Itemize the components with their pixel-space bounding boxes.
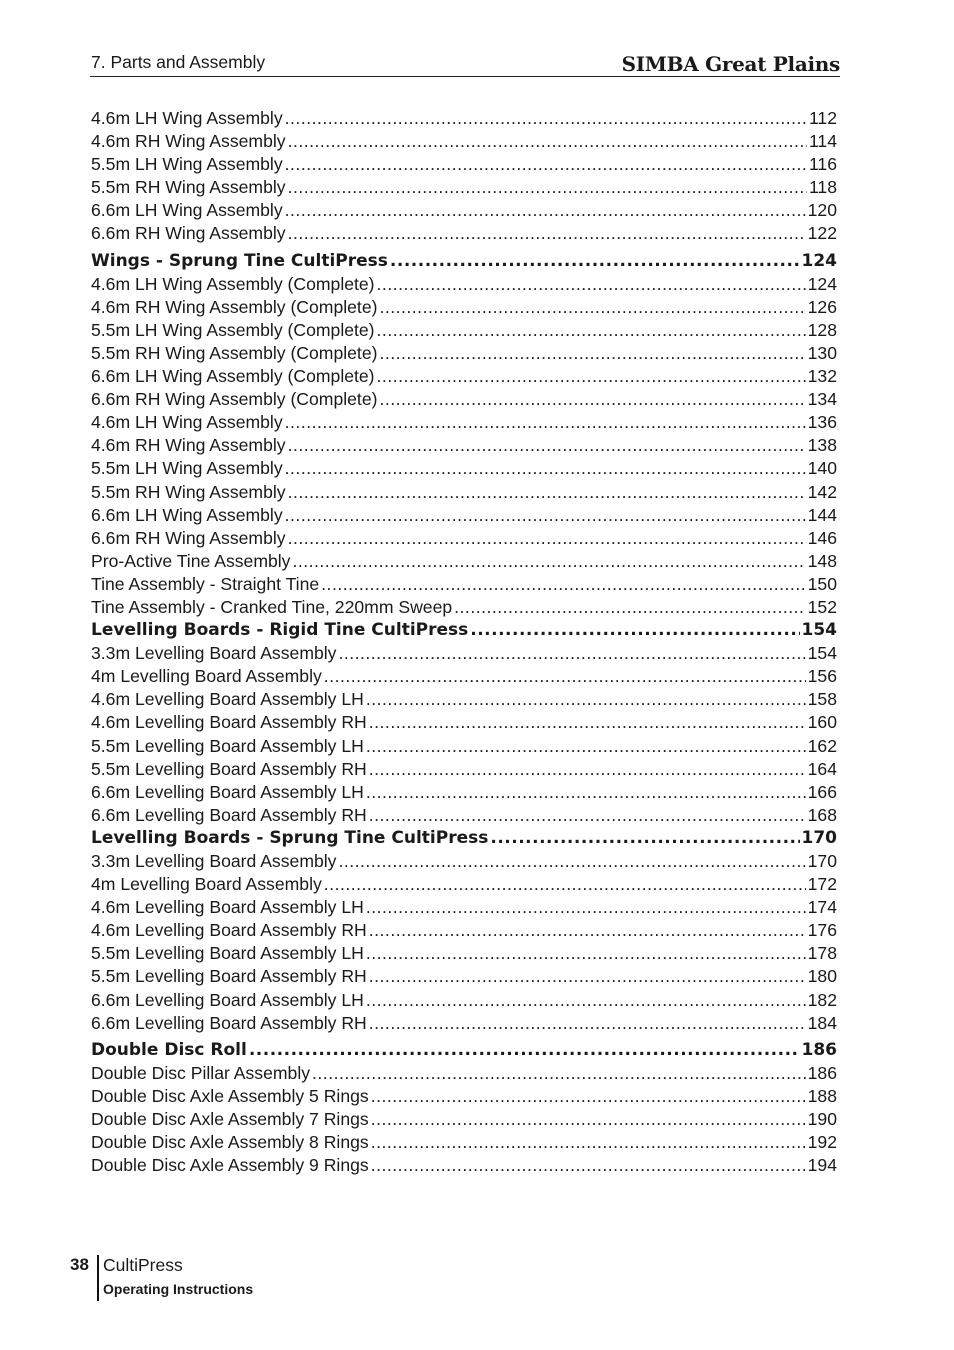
toc-entry-title: 4m Levelling Board Assembly — [91, 666, 322, 687]
toc-entry-page: 168 — [807, 804, 837, 825]
toc-entry-page: 136 — [807, 412, 837, 433]
toc-entry[interactable] — [91, 482, 837, 505]
toc-entry-title: 4.6m Levelling Board Assembly LH — [91, 689, 364, 710]
toc-entry-title: 6.6m LH Wing Assembly (Complete) — [91, 366, 375, 387]
toc-entry[interactable] — [91, 966, 837, 989]
page-number: 38 — [70, 1255, 89, 1274]
toc-entry-page: 170 — [801, 827, 837, 848]
toc-entry-page: 144 — [807, 504, 837, 525]
toc-entry-title: 6.6m Levelling Board Assembly RH — [91, 1012, 367, 1033]
dot-leader — [288, 177, 807, 198]
toc-entry[interactable] — [91, 528, 837, 551]
toc-section-heading[interactable] — [91, 1040, 837, 1063]
toc-entry-page: 134 — [807, 389, 837, 410]
toc-entry[interactable] — [91, 343, 837, 366]
dot-leader — [377, 274, 806, 295]
toc-entry-title: 6.6m LH Wing Assembly — [91, 504, 283, 525]
toc-entry[interactable] — [91, 920, 837, 943]
toc-entry-title: 4.6m RH Wing Assembly — [91, 131, 286, 152]
toc-entry-page: 118 — [808, 177, 837, 198]
toc-entry[interactable] — [91, 1013, 837, 1036]
toc-entry-title: 4.6m RH Wing Assembly — [91, 435, 286, 456]
toc-entry-page: 160 — [807, 712, 837, 733]
toc-entry-title: 5.5m LH Wing Assembly — [91, 154, 283, 175]
dot-leader — [390, 251, 800, 271]
toc-entry-title: Tine Assembly - Straight Tine — [91, 573, 320, 594]
dot-leader — [366, 736, 806, 757]
toc-entry-page: 158 — [807, 689, 837, 710]
toc-entry-title: Double Disc Axle Assembly 9 Rings — [91, 1155, 369, 1176]
dot-leader — [379, 297, 805, 318]
toc-entry[interactable] — [91, 108, 837, 131]
toc-entry[interactable] — [91, 574, 837, 597]
toc-entry-page: 182 — [807, 989, 837, 1010]
dot-leader — [377, 320, 806, 341]
toc-entry[interactable] — [91, 1063, 837, 1086]
toc-entry-page: 126 — [807, 296, 837, 317]
toc-entry-page: 128 — [807, 319, 837, 340]
toc-entry[interactable] — [91, 154, 837, 177]
dot-leader — [338, 643, 805, 664]
toc-entry-title: 6.6m Levelling Board Assembly LH — [91, 781, 364, 802]
toc-entry[interactable] — [91, 874, 837, 897]
toc-entry-page: 142 — [807, 481, 837, 502]
toc-entry-title: 5.5m RH Wing Assembly — [91, 177, 286, 198]
toc-entry-page: 166 — [807, 781, 837, 802]
toc-entry-title: 4.6m Levelling Board Assembly RH — [91, 920, 367, 941]
toc-entry-title: Levelling Boards - Sprung Tine CultiPress — [91, 827, 489, 848]
toc-entry[interactable] — [91, 759, 837, 782]
toc-entry[interactable] — [91, 1132, 837, 1155]
toc-entry-title: 5.5m RH Wing Assembly (Complete) — [91, 342, 378, 363]
table-of-contents — [91, 108, 837, 1178]
toc-entry-title: 6.6m LH Wing Assembly — [91, 200, 283, 221]
dot-leader — [366, 782, 806, 803]
toc-entry-title: Double Disc Pillar Assembly — [91, 1062, 311, 1083]
dot-leader — [249, 1040, 800, 1060]
toc-section-heading[interactable] — [91, 251, 837, 274]
toc-entry-page: 124 — [801, 250, 837, 271]
dot-leader — [470, 620, 799, 640]
toc-entry-page: 152 — [807, 596, 837, 617]
dot-leader — [366, 897, 806, 918]
section-title: 7. Parts and Assembly — [91, 52, 266, 72]
dot-leader — [285, 458, 806, 479]
toc-entry-title: 4.6m LH Wing Assembly — [91, 108, 283, 128]
toc-entry[interactable] — [91, 689, 837, 712]
toc-entry-page: 186 — [801, 1039, 837, 1060]
dot-leader — [371, 1155, 806, 1176]
toc-entry-title: 6.6m RH Wing Assembly — [91, 223, 286, 244]
dot-leader — [366, 990, 806, 1011]
toc-entry-title: Pro-Active Tine Assembly — [91, 550, 291, 571]
dot-leader — [285, 108, 807, 129]
dot-leader — [490, 828, 799, 848]
toc-entry-page: 130 — [807, 342, 837, 363]
toc-entry[interactable] — [91, 320, 837, 343]
toc-entry-page: 174 — [807, 897, 837, 918]
dot-leader — [288, 435, 806, 456]
toc-entry-page: 112 — [808, 108, 837, 128]
toc-entry-title: 4.6m LH Wing Assembly (Complete) — [91, 273, 375, 294]
toc-entry-title: 5.5m Levelling Board Assembly LH — [91, 735, 364, 756]
toc-entry-page: 148 — [807, 550, 837, 571]
dot-leader — [371, 1086, 806, 1107]
dot-leader — [288, 528, 806, 549]
toc-entry[interactable] — [91, 943, 837, 966]
toc-entry-title: 4.6m Levelling Board Assembly LH — [91, 897, 364, 918]
toc-entry[interactable] — [91, 805, 837, 828]
toc-entry[interactable] — [91, 712, 837, 735]
toc-section-heading[interactable] — [91, 828, 837, 851]
toc-entry-title: 4m Levelling Board Assembly — [91, 874, 322, 895]
toc-entry-title: Double Disc Axle Assembly 8 Rings — [91, 1132, 369, 1153]
toc-entry-title: 6.6m RH Wing Assembly (Complete) — [91, 389, 378, 410]
product-name: CultiPress — [103, 1255, 183, 1275]
dot-leader — [366, 689, 806, 710]
toc-entry-page: 132 — [807, 366, 837, 387]
toc-entry-page: 116 — [808, 154, 837, 175]
toc-entry-page: 170 — [807, 851, 837, 871]
toc-entry-title: 5.5m Levelling Board Assembly RH — [91, 758, 367, 779]
toc-entry-title: Tine Assembly - Cranked Tine, 220mm Sweep — [91, 596, 453, 617]
dot-leader — [371, 1132, 806, 1153]
toc-entry[interactable] — [91, 897, 837, 920]
toc-entry-page: 140 — [807, 458, 837, 479]
toc-entry-page: 150 — [807, 573, 837, 594]
toc-entry-page: 188 — [807, 1085, 837, 1106]
toc-entry-title: 4.6m Levelling Board Assembly RH — [91, 712, 367, 733]
toc-entry-page: 172 — [807, 874, 837, 895]
toc-entry[interactable] — [91, 435, 837, 458]
toc-entry[interactable] — [91, 505, 837, 528]
toc-entry-page: 122 — [807, 223, 837, 244]
toc-entry-page: 164 — [807, 758, 837, 779]
toc-entry-page: 190 — [807, 1109, 837, 1130]
toc-entry[interactable] — [91, 177, 837, 200]
toc-entry[interactable] — [91, 643, 837, 666]
toc-entry[interactable] — [91, 297, 837, 320]
toc-entry-title: 6.6m Levelling Board Assembly LH — [91, 989, 364, 1010]
toc-entry-page: 154 — [807, 643, 837, 664]
dot-leader — [369, 1013, 806, 1034]
toc-entry-page: 162 — [807, 735, 837, 756]
toc-entry[interactable] — [91, 782, 837, 805]
toc-entry-title: 5.5m Levelling Board Assembly LH — [91, 943, 364, 964]
toc-entry-title: Wings - Sprung Tine CultiPress — [91, 250, 388, 271]
toc-section-heading[interactable] — [91, 620, 837, 643]
toc-entry[interactable] — [91, 597, 837, 620]
toc-entry-page: 154 — [801, 620, 837, 641]
toc-entry-page: 186 — [807, 1062, 837, 1083]
toc-entry-page: 114 — [808, 131, 837, 152]
toc-entry[interactable] — [91, 389, 837, 412]
dot-leader — [288, 131, 807, 152]
toc-entry[interactable] — [91, 366, 837, 389]
dot-leader — [377, 366, 806, 387]
toc-entry-title: 3.3m Levelling Board Assembly — [91, 643, 337, 664]
toc-entry[interactable] — [91, 274, 837, 297]
toc-entry-page: 184 — [807, 1012, 837, 1033]
toc-entry-title: 5.5m RH Wing Assembly — [91, 481, 286, 502]
toc-entry[interactable] — [91, 666, 837, 689]
toc-entry[interactable] — [91, 990, 837, 1013]
toc-entry-title: Double Disc Roll — [91, 1039, 247, 1060]
toc-entry-page: 124 — [807, 273, 837, 294]
dot-leader — [369, 712, 806, 733]
toc-entry-page: 146 — [807, 527, 837, 548]
document-subtitle: Operating Instructions — [103, 1281, 254, 1297]
brand-logo: SIMBA Great Plains — [621, 52, 840, 76]
toc-entry-page: 156 — [807, 666, 837, 687]
toc-entry[interactable] — [91, 412, 837, 435]
dot-leader — [288, 223, 806, 244]
toc-entry-title: 5.5m Levelling Board Assembly RH — [91, 966, 367, 987]
toc-entry-page: 176 — [807, 920, 837, 941]
toc-entry[interactable] — [91, 1086, 837, 1109]
footer-divider — [97, 1255, 99, 1301]
toc-entry-title: Double Disc Axle Assembly 7 Rings — [91, 1109, 369, 1130]
toc-entry-title: 5.5m LH Wing Assembly (Complete) — [91, 319, 375, 340]
toc-entry-title: 4.6m LH Wing Assembly — [91, 412, 283, 433]
toc-entry-title: 4.6m RH Wing Assembly (Complete) — [91, 296, 378, 317]
dot-leader — [324, 666, 806, 687]
dot-leader — [369, 920, 806, 941]
dot-leader — [321, 574, 805, 595]
dot-leader — [292, 551, 805, 572]
toc-entry-page: 194 — [807, 1155, 837, 1176]
toc-entry[interactable] — [91, 458, 837, 481]
dot-leader — [312, 1063, 806, 1084]
toc-entry[interactable] — [91, 223, 837, 246]
dot-leader — [366, 943, 806, 964]
toc-entry[interactable] — [91, 736, 837, 759]
dot-leader — [369, 805, 806, 826]
toc-entry-page: 178 — [807, 943, 837, 964]
toc-entry[interactable] — [91, 851, 837, 874]
dot-leader — [338, 851, 805, 872]
dot-leader — [285, 412, 806, 433]
dot-leader — [369, 759, 806, 780]
toc-entry[interactable] — [91, 131, 837, 154]
dot-leader — [379, 389, 805, 410]
dot-leader — [285, 505, 806, 526]
toc-entry[interactable] — [91, 1109, 837, 1132]
toc-entry-title: 5.5m LH Wing Assembly — [91, 458, 283, 479]
toc-entry[interactable] — [91, 1155, 837, 1178]
toc-entry-title: Double Disc Axle Assembly 5 Rings — [91, 1085, 369, 1106]
toc-entry-page: 180 — [807, 966, 837, 987]
dot-leader — [454, 597, 805, 618]
page-header — [90, 50, 840, 77]
toc-entry-page: 120 — [807, 200, 837, 221]
dot-leader — [285, 154, 807, 175]
dot-leader — [324, 874, 806, 895]
toc-entry-title: 6.6m RH Wing Assembly — [91, 527, 286, 548]
toc-entry[interactable] — [91, 551, 837, 574]
toc-entry[interactable] — [91, 200, 837, 223]
toc-entry-page: 138 — [807, 435, 837, 456]
dot-leader — [288, 482, 806, 503]
toc-entry-title: 6.6m Levelling Board Assembly RH — [91, 804, 367, 825]
toc-entry-page: 192 — [807, 1132, 837, 1153]
dot-leader — [285, 200, 806, 221]
dot-leader — [369, 966, 806, 987]
toc-entry-title: Levelling Boards - Rigid Tine CultiPress — [91, 620, 469, 641]
toc-entry-title: 3.3m Levelling Board Assembly — [91, 851, 337, 871]
dot-leader — [379, 343, 805, 364]
dot-leader — [371, 1109, 806, 1130]
